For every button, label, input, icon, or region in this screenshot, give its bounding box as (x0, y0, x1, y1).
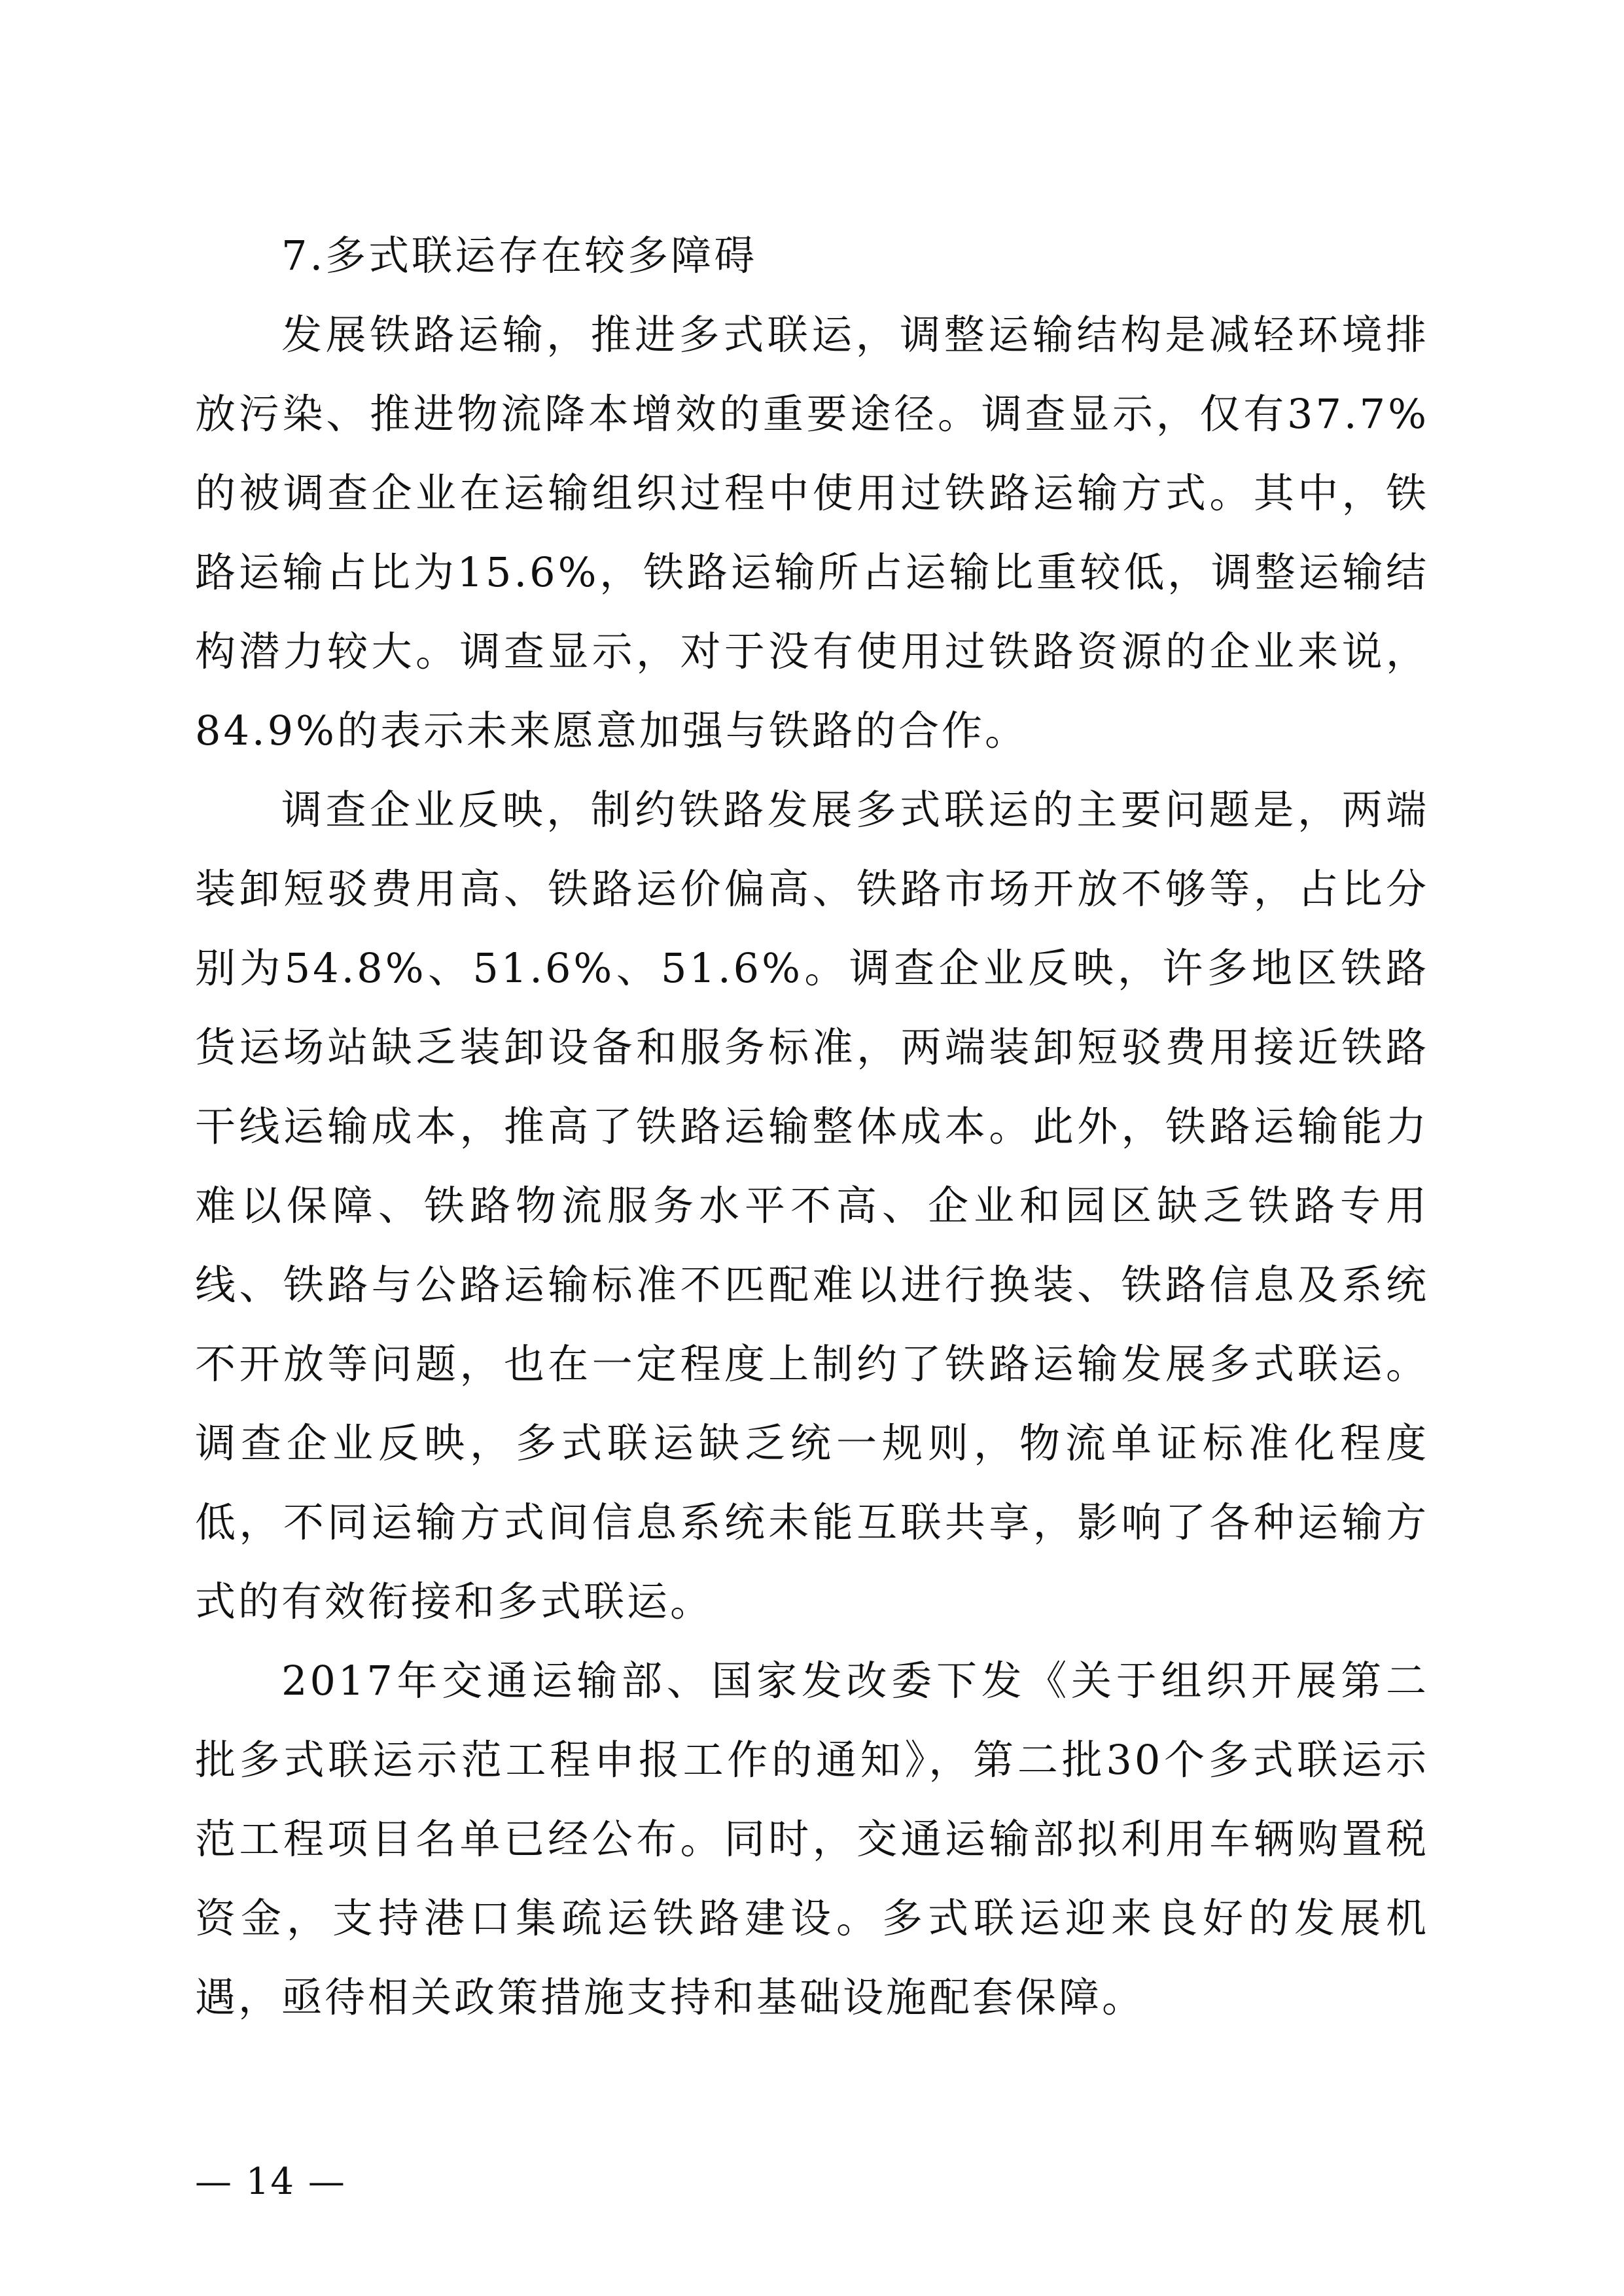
page-number: — 14 — (195, 2161, 346, 2203)
paragraph-policy: 2017年交通运输部、国家发改委下发《关于组织开展第二批多式联运示范工程申报工作的通知》，第二批30个多式联运示范工程项目名单已经公布。同时，交通运输部拟利用车辆购置税资金，支持港口集疏运铁路建设。多式联运迎来良好的发展机遇，亟待相关政策措施支持和基础设施配套保障。 (195, 1657, 1429, 2021)
paragraph-railway-problems: 调查企业反映，制约铁路发展多式联运的主要问题是，两端装卸短驳费用高、铁路运价偏高、铁路市场开放不够等，占比分别为54.8%、51.6%、51.6%。调查企业反映，许多地区铁路货运场站缺乏装卸设备和服务标准，两端装卸短驳费用接近铁路干线运输成本，推高了铁路运输整体成本。此外，铁路运输能力难以保障、铁路物流服务水平不高、企业和园区缺乏铁路专用线、铁路与公路运输标准不匹配难以进行换装、铁路信息及系统不开放等问题，也在一定程度上制约了铁路运输发展多式联运。调查企业反映，多式联运缺乏统一规则，物流单证标准化程度低，不同运输方式间信息系统未能互联共享，影响了各种运输方式的有效衔接和多式联运。 (195, 786, 1429, 1625)
section-heading: 7.多式联运存在较多障碍 (281, 232, 758, 279)
body-text (195, 216, 1429, 2037)
paragraph-railway-share: 发展铁路运输，推进多式联运，调整运输结构是减轻环境排放污染、推进物流降本增效的重要途径。调查显示，仅有37.7%的被调查企业在运输组织过程中使用过铁路运输方式。其中，铁路运输占比为15.6%，铁路运输所占运输比重较低，调整运输结构潜力较大。调查显示，对于没有使用过铁路资源的企业来说，84.9%的表示未来愿意加强与铁路的合作。 (195, 311, 1429, 754)
